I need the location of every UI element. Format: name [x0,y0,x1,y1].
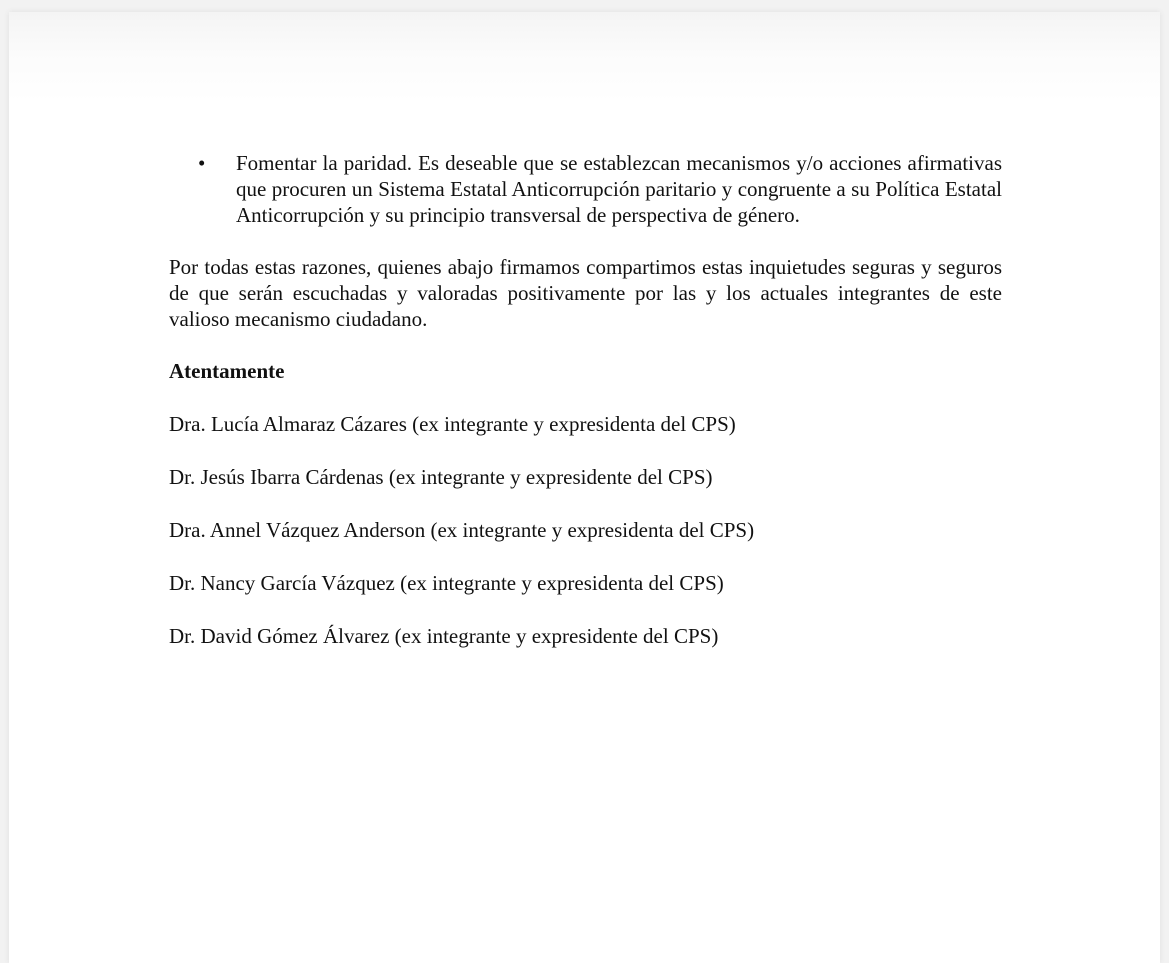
signer-line: Dra. Annel Vázquez Anderson (ex integrante y expresidenta del CPS) [169,518,755,542]
closing-salutation: Atentamente [169,359,285,383]
document-body [169,150,1002,649]
document-page [9,12,1160,963]
signer-line: Dr. Jesús Ibarra Cárdenas (ex integrante y expresidente del CPS) [169,465,713,489]
page-top-shadow [9,12,1160,102]
signer-line: Dr. Nancy García Vázquez (ex integrante y expresidenta del CPS) [169,571,724,595]
body-paragraph: Por todas estas razones, quienes abajo firmamos compartimos estas inquietudes seguras y seguros de que serán escuchadas y valoradas positivamente por las y los actuales integrantes de este valioso mecanismo ciudadano. [169,255,1002,331]
signer-line: Dr. David Gómez Álvarez (ex integrante y expresidente del CPS) [169,624,719,648]
signer-line: Dra. Lucía Almaraz Cázares (ex integrante y expresidenta del CPS) [169,412,736,436]
bullet-marker: • [198,151,206,175]
bullet-item [169,150,1002,228]
bullet-text: Fomentar la paridad. Es deseable que se establezcan mecanismos y/o acciones afirmativas que procuren un Sistema Estatal Anticorrupción paritario y congruente a su Política Estatal Anticorrupción y su principio transversal de perspectiva de género. [236,151,1002,227]
